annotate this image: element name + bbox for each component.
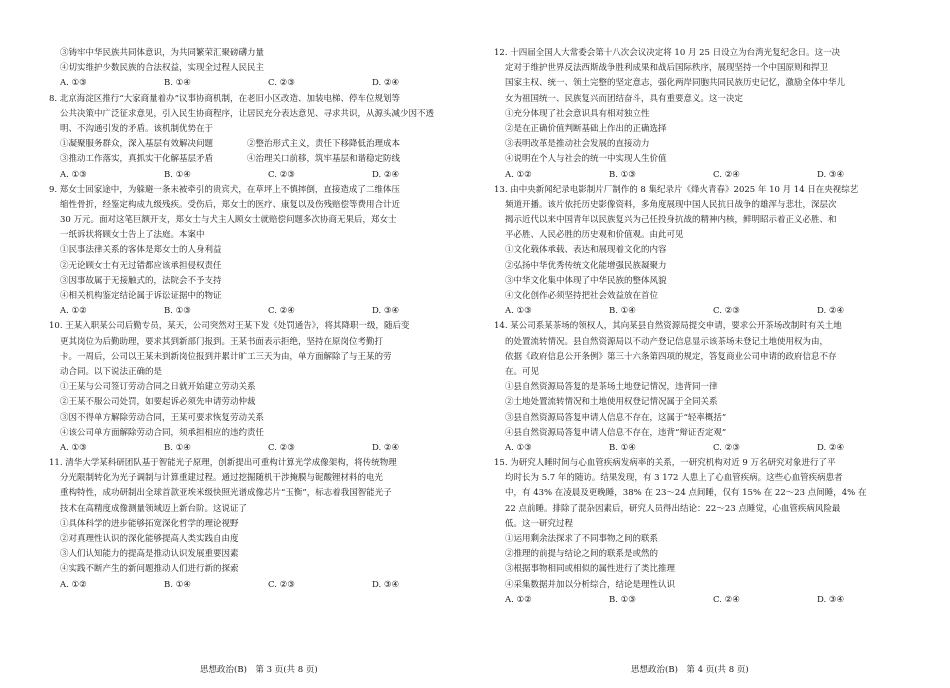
answer-option: C. ②③ bbox=[268, 169, 295, 180]
answer-option: C. ②③ bbox=[268, 78, 295, 89]
answer-choices bbox=[494, 304, 926, 319]
answer-option: C. ②④ bbox=[713, 594, 740, 605]
text-line: 30 万元。面对这笔巨额开支，郑女士与犬主人顾女士就赔偿问题多次协商无果后，郑女士 bbox=[60, 215, 397, 226]
text-line: 国家主权、统一、领土完整的坚定意志，强化两岸同胞共同民族历史记忆，激励全体中华儿 bbox=[505, 78, 846, 89]
answer-option: D. ②④ bbox=[817, 306, 845, 317]
question-line: 15. 为研究人睡时间与心血管疾病发病率的关系，一研究机构对近 9 万名研究对象进行了平 bbox=[494, 458, 836, 469]
answer-option: B. ①③ bbox=[609, 169, 636, 180]
text-line: 卡。一周后，公司以王某未到新岗位报到并累计旷工三天为由，单方面解除了与王某的劳 bbox=[60, 351, 392, 362]
answer-option: C. ②③ bbox=[268, 442, 295, 453]
text-line: ③人们认知能力的提高是推动认识发展重要因素 bbox=[60, 549, 239, 560]
text-line: 的处置流转情况。县自然资源局以不动产登记信息显示该茶场未登记土地使用权为由， bbox=[505, 336, 829, 347]
text-line: ③因事故属于无接触式的，法院会不予支持 bbox=[60, 275, 222, 286]
answer-choices bbox=[49, 76, 481, 91]
text-line: 公共决策中广泛征求意见，引入民生协商程序，让居民充分表达意见、寻求共识，从源头减少因不透 bbox=[60, 108, 435, 119]
answer-option: C. ②④ bbox=[713, 169, 740, 180]
answer-option: D. ③④ bbox=[372, 579, 400, 590]
answer-choices bbox=[49, 578, 481, 593]
answer-option: A. ①③ bbox=[505, 442, 532, 453]
answer-choices bbox=[49, 441, 481, 456]
answer-option: A. ①③ bbox=[60, 442, 87, 453]
answer-option: B. ①④ bbox=[164, 169, 191, 180]
text-line: 揭示近代以来中国青年以民族复兴为己任投身抗战的精神内核，鲜明昭示着正义必胜、和 bbox=[505, 215, 837, 226]
text-line: 22 点前睡。排除了混杂因素后，研究人员得出结论：22～23 点睡觉，心血管疾病风险最 bbox=[505, 503, 841, 514]
text-line: 平必胜、人民必胜的历史观和价值观。由此可见 bbox=[505, 230, 684, 241]
page-4-footer: 思想政治(B) 第 4 页(共 8 页) bbox=[631, 665, 749, 675]
text-line: 均时长为 5.7 年的随访。结果发现，有 3 172 人患上了心血管疾病。这些心血管疾病患者 bbox=[505, 473, 843, 484]
text-line: ①具体科学的进步能够拓宽深化哲学的理论视野 bbox=[60, 518, 239, 529]
text-line: 在。可见 bbox=[505, 366, 540, 377]
text-line: 依据《政府信息公开条例》第三十六条第四项的规定，答复商业公司申请的政府信息不存 bbox=[505, 351, 837, 362]
question-line: 12. 十四届全国人大常委会第十八次会议决定将 10 月 25 日设立为台湾光复纪念日。这一决 bbox=[494, 48, 841, 58]
answer-option: D. ③④ bbox=[817, 594, 845, 605]
text-line: ④说明在个人与社会的统一中实现人生价值 bbox=[505, 154, 667, 165]
text-line: ①县自然资源局答复的是茶场土地登记情况，违背同一律 bbox=[505, 382, 718, 393]
text-line: ④该公司单方面解除劳动合同，须承担相应的违约责任 bbox=[60, 427, 265, 438]
answer-option: B. ①④ bbox=[164, 78, 191, 89]
answer-option: B. ①④ bbox=[609, 306, 636, 317]
text-line: ①充分体现了社会意识具有相对独立性 bbox=[505, 108, 650, 119]
text-line: ①运用剩余法探求了不同事物之间的联系 bbox=[505, 534, 659, 544]
text-line: ②对真理性认识的深化能够提高人类实践自由度 bbox=[60, 534, 239, 544]
text-line: ③推动工作落实，真抓实干化解基层矛盾 ④治理关口前移，筑牢基层和谐稳定防线 bbox=[60, 154, 401, 165]
text-line: ①文化载体承载、表达和展现着文化的内容 bbox=[505, 245, 667, 256]
text-line: 一纸诉状将顾女士告上了法庭。本案中 bbox=[60, 230, 205, 241]
answer-option: A. ①② bbox=[60, 579, 87, 590]
question-line: 10. 王某入职某公司后勤专员，某天，公司突然对王某下发《处罚通告》，将其降职一级，随后变 bbox=[49, 321, 410, 332]
answer-option: B. ①③ bbox=[164, 306, 191, 317]
question-line: 9. 郑女士回家途中，为躲避一条未被牵引的贵宾犬，在草坪上不慎摔倒，直接造成了二维体压 bbox=[49, 184, 400, 195]
text-line: 定对于维护世界反法西斯战争胜利成果和战后国际秩序，展现坚持一个中国原则和捍卫 bbox=[505, 63, 829, 74]
answer-option: D. ②④ bbox=[817, 442, 845, 453]
text-line: 更其岗位为后勤助理，要求其到新部门报到。王某书面表示拒绝，坚持在原岗位考勤打 bbox=[60, 336, 384, 347]
answer-option: D. ③④ bbox=[372, 306, 400, 317]
text-line: 明、不沟通引发的矛盾。该机制优势在于 bbox=[60, 123, 214, 134]
text-line: ③表明改革是推动社会发展的直接动力 bbox=[505, 139, 650, 150]
answer-option: D. ②④ bbox=[372, 78, 400, 89]
text-line: ①凝聚服务群众，深入基层有效解决问题 ②整治形式主义，责任下移降低治理成本 bbox=[60, 139, 401, 150]
question-line: 11. 清华大学某科研团队基于智能光子原理，创新提出可重构计算光学成像架构，将传统物理 bbox=[49, 458, 397, 469]
text-line: ④切实维护少数民族的合法权益，实现全过程人民民主 bbox=[60, 63, 265, 74]
answer-option: D. ②④ bbox=[372, 442, 400, 453]
question-line: 13. 由中央新闻纪录电影制片厂制作的 8 集纪录片《烽火青春》2025 年 10 月 14 日在央视综艺 bbox=[494, 184, 859, 195]
text-line: ④实践不断产生的新问题推动人们进行新的探索 bbox=[60, 564, 239, 575]
text-line: ①王某与公司签订劳动合同之日就开始建立劳动关系 bbox=[60, 382, 256, 393]
answer-option: D. ③④ bbox=[817, 169, 845, 180]
text-line: 动合同。以下说法正确的是 bbox=[60, 366, 163, 377]
text-line: ④文化创作必须坚持把社会效益放在首位 bbox=[505, 291, 659, 301]
text-line: 女为祖国统一、民族复兴而团结奋斗，具有重要意义。这一决定 bbox=[505, 93, 744, 104]
answer-option: C. ②③ bbox=[713, 306, 740, 317]
text-line: ②弘扬中华优秀传统文化能增强民族凝聚力 bbox=[505, 260, 667, 271]
answer-option: B. ①④ bbox=[164, 442, 191, 453]
page-4-column bbox=[494, 46, 926, 608]
answer-choices bbox=[494, 441, 926, 456]
answer-option: A. ①③ bbox=[60, 78, 87, 89]
question-line: 8. 北京海淀区推行“大家商量着办”议事协商机制，在老旧小区改造、加装电梯、停车位规划等 bbox=[49, 93, 401, 104]
text-line: ②土地处置流转情况和土地使用权登记情况属于全同关系 bbox=[505, 397, 718, 408]
answer-option: A. ①② bbox=[60, 306, 87, 317]
answer-option: B. ①④ bbox=[609, 442, 636, 453]
question-line: 14. 某公司系某茶场的领权人，其向某县自然资源局提交申请，要求公开茶场改制时有关土地 bbox=[494, 321, 842, 332]
text-line: ④相关机构鉴定结论属于诉讼证据中的物证 bbox=[60, 291, 222, 301]
answer-choices bbox=[49, 304, 481, 319]
page-3-column bbox=[49, 46, 481, 593]
text-line: ③因不得单方解除劳动合同，王某可要求恢复劳动关系 bbox=[60, 412, 265, 423]
text-line: ④采集数据并加以分析综合，结论是理性认识 bbox=[505, 579, 676, 590]
answer-option: A. ①② bbox=[505, 169, 532, 180]
answer-choices bbox=[494, 593, 926, 608]
answer-option: D. ②④ bbox=[372, 169, 400, 180]
text-line: ②推理的前提与结论之间的联系是或然的 bbox=[505, 549, 659, 560]
text-line: 分光限制转化为光子调制与计算重建过程。通过挖掘随机干涉掩膜与铌酸锂材料的电光 bbox=[60, 473, 384, 484]
text-line: 频道开播。该片依托历史影像资料，多角度展现中国人民抗日战争的雄浑与悲壮，深层次 bbox=[505, 199, 837, 210]
answer-option: C. ②④ bbox=[268, 306, 295, 317]
text-line: ②无论顾女士有无过错都应该承担侵权责任 bbox=[60, 260, 222, 271]
answer-option: C. ②③ bbox=[713, 442, 740, 453]
text-line: 重构特性，成功研制出全球首款亚埃米级快照光谱成像芯片“玉衡”，标志着我国智能光子 bbox=[60, 488, 392, 499]
text-line: ②是在正确价值判断基础上作出的正确选择 bbox=[505, 123, 667, 134]
text-line: ②王某不服公司处罚，如要起诉必须先申请劳动仲裁 bbox=[60, 397, 256, 408]
text-line: ③根据事物相同或相似的属性进行了类比推理 bbox=[505, 564, 676, 575]
answer-option: A. ①③ bbox=[505, 306, 532, 317]
answer-option: A. ①③ bbox=[60, 169, 87, 180]
page-3-footer: 思想政治(B) 第 3 页(共 8 页) bbox=[200, 665, 318, 675]
answer-option: B. ①④ bbox=[164, 579, 191, 590]
text-line: ③中华文化集中体现了中华民族的整体风貌 bbox=[505, 275, 667, 286]
answer-option: A. ①② bbox=[505, 594, 532, 605]
answer-option: B. ①③ bbox=[609, 594, 636, 605]
answer-option: C. ②③ bbox=[268, 579, 295, 590]
text-line: ③铸牢中华民族共同体意识，为共同繁荣汇聚磅礴力量 bbox=[60, 48, 265, 58]
text-line: 缩性骨折，经鉴定构成九级残疾。受伤后，郑女士的医疗、康复以及伤残赔偿等费用合计近 bbox=[60, 199, 401, 210]
text-line: ③县自然资源局答复申请人信息不存在，这属于“轻率概括” bbox=[505, 412, 727, 423]
text-line: 低。这一研究过程 bbox=[505, 518, 574, 529]
text-line: 中，有 43% 在凌晨及更晚睡，38% 在 23～24 点间睡，仅有 15% 在 22～23 点间睡，4% 在 bbox=[505, 488, 867, 499]
text-line: 技术在高精度成像测量领域迈上新台阶。这说证了 bbox=[60, 503, 248, 514]
answer-choices bbox=[494, 168, 926, 183]
answer-choices bbox=[49, 168, 481, 183]
text-line: ④县自然资源局答复申请人信息不存在，违背“辩证否定观” bbox=[505, 427, 727, 438]
text-line: ①民事法律关系的客体是郑女士的人身利益 bbox=[60, 245, 222, 256]
